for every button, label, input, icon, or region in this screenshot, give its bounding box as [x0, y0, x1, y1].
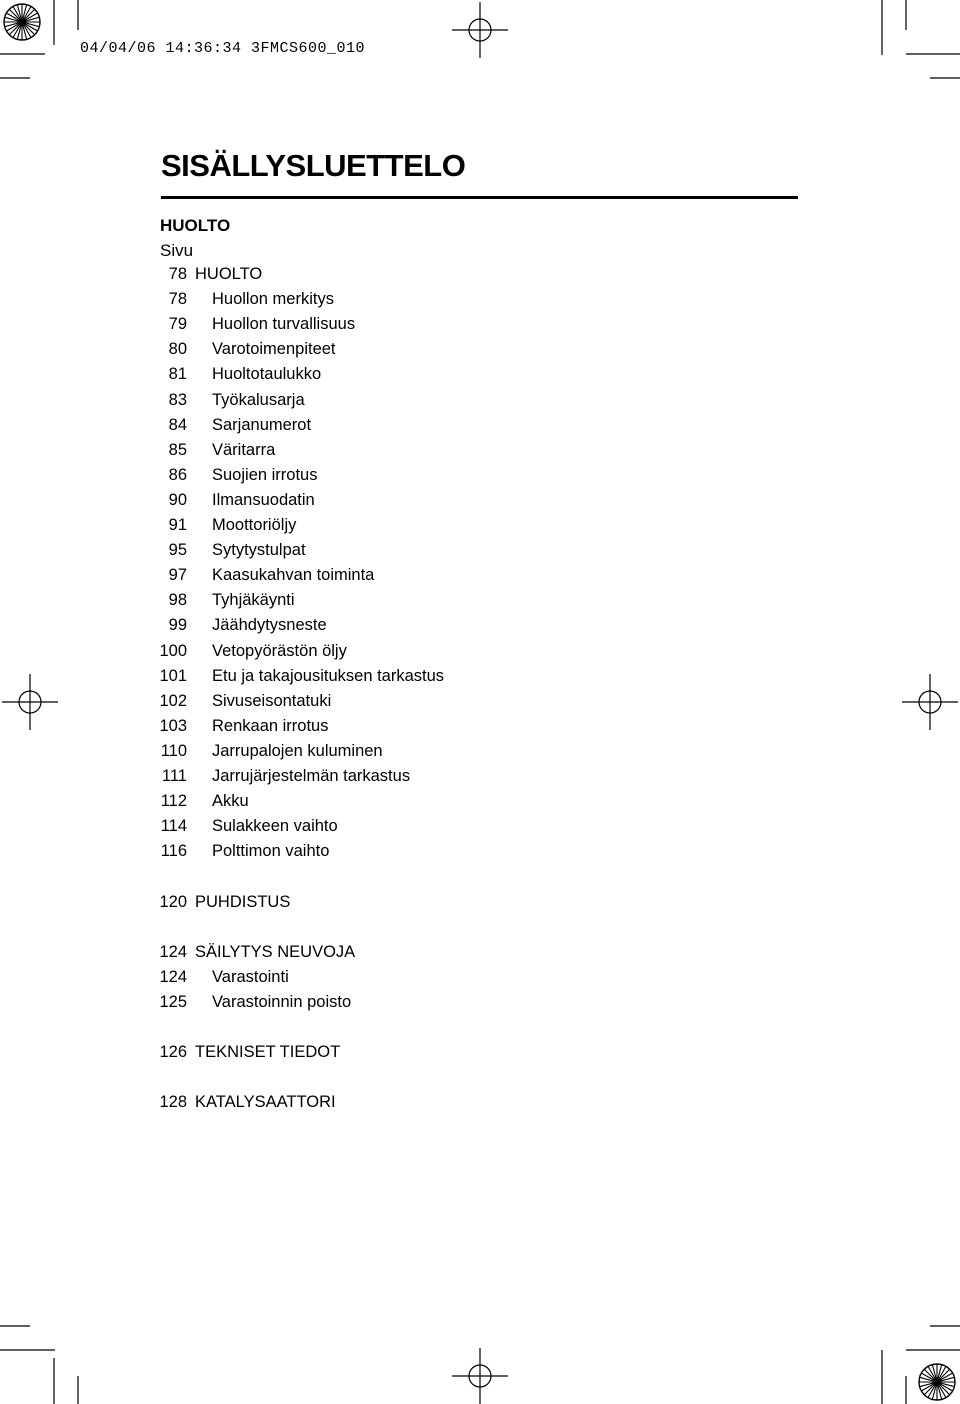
toc-topic-title: Sarjanumerot [212, 415, 312, 434]
toc-page-number: 85 [168, 440, 187, 459]
toc-topic-title: Sytytystulpat [212, 541, 306, 560]
toc-page-number: 100 [159, 641, 187, 660]
toc-entry [0, 717, 960, 742]
toc-page-number: 102 [159, 691, 187, 710]
toc-entry [0, 1043, 960, 1068]
toc-entry [0, 767, 960, 792]
toc-topic-title: Etu ja takajousituksen tarkastus [212, 666, 445, 685]
toc-page-number: 95 [168, 541, 187, 560]
toc-entry [0, 893, 960, 918]
toc-page-number: 90 [168, 490, 187, 509]
toc-topic-title: Huollon merkitys [212, 290, 334, 309]
toc-entry [0, 466, 960, 491]
toc-chapter-title: TEKNISET TIEDOT [195, 1043, 341, 1062]
toc-topic-title: Jarrupalojen kuluminen [212, 741, 383, 760]
toc-topic-title: Ilmansuodatin [212, 490, 315, 509]
toc-topic-title: Kaasukahvan toiminta [212, 566, 375, 585]
toc-entry [0, 742, 960, 767]
toc-topic-title: Tyhjäkäynti [212, 591, 295, 610]
toc-topic-title: Sivuseisontatuki [212, 691, 332, 710]
toc-topic-title: Huollon turvallisuus [212, 315, 356, 334]
section-heading: HUOLTO [160, 216, 231, 235]
toc-page-number: 110 [160, 741, 187, 760]
toc-page-number: 124 [159, 967, 187, 986]
toc-page-number: 78 [168, 265, 187, 283]
toc-page-number: 81 [168, 365, 187, 384]
toc-topic-title: Väritarra [212, 440, 276, 459]
toc-page-number: 124 [159, 942, 187, 961]
toc-page-number: 120 [159, 892, 187, 911]
toc-topic-title: Huoltotaulukko [212, 365, 322, 384]
toc-topic-title: Akku [212, 792, 249, 811]
toc-entry [0, 667, 960, 692]
page-column-label: Sivu [160, 241, 194, 260]
toc-page-number: 84 [168, 415, 187, 434]
toc-page-number: 99 [168, 616, 187, 635]
page-title: SISÄLLYSLUETTELO [161, 148, 466, 183]
toc-page-number: 98 [168, 591, 187, 610]
toc-topic-title: Sulakkeen vaihto [212, 817, 338, 836]
toc-page-number: 91 [168, 516, 187, 534]
toc-topic-title: Polttimon vaihto [212, 842, 330, 861]
toc-entry [0, 968, 960, 993]
toc-page-number: 116 [160, 842, 187, 861]
toc-topic-title: Jarrujärjestelmän tarkastus [212, 767, 411, 785]
toc-page-number: 86 [168, 465, 187, 484]
toc-chapter-title: KATALYSAATTORI [195, 1093, 336, 1112]
toc-page-number: 126 [159, 1043, 187, 1062]
toc-topic-title: Varastoinnin poisto [212, 992, 352, 1011]
toc-entry [0, 491, 960, 516]
toc-page-number: 112 [160, 792, 187, 811]
toc-page-number: 101 [159, 666, 187, 685]
toc-page-number: 79 [168, 315, 187, 334]
toc-topic-title: Renkaan irrotus [212, 716, 329, 735]
toc-page-number: 97 [168, 566, 187, 585]
toc-entry [0, 290, 960, 315]
toc-page-number: 114 [160, 817, 187, 836]
toc-page-number: 125 [159, 992, 187, 1011]
toc-topic-title: Moottoriöljy [212, 516, 297, 534]
toc-chapter-title: HUOLTO [195, 265, 263, 283]
toc-page-number: 103 [159, 716, 187, 735]
toc-topic-title: Varotoimenpiteet [212, 340, 336, 359]
toc-chapter-title: PUHDISTUS [195, 892, 291, 911]
toc-topic-title: Varastointi [212, 967, 289, 986]
toc-topic-title: Suojien irrotus [212, 465, 318, 484]
toc-topic-title: Vetopyörästön öljy [212, 641, 347, 660]
toc-topic-title: Jäähdytysneste [212, 616, 327, 635]
toc-entry [0, 993, 960, 1018]
toc-entry [0, 365, 960, 390]
toc-entry [0, 817, 960, 842]
print-slug: 04/04/06 14:36:34 3FMCS600_010 [80, 40, 366, 57]
toc-entry [0, 391, 960, 416]
toc-entry [0, 416, 960, 441]
toc-entry [0, 591, 960, 616]
toc-entry [0, 516, 960, 541]
toc-page-number: 80 [168, 340, 187, 359]
toc-page-number: 111 [161, 767, 187, 785]
toc-page-number: 128 [159, 1093, 187, 1112]
toc-entry [0, 692, 960, 717]
toc-entry [0, 792, 960, 817]
toc-entry [0, 943, 960, 968]
toc-entry [0, 842, 960, 867]
toc-topic-title: Työkalusarja [212, 390, 305, 409]
toc-chapter-title: SÄILYTYS NEUVOJA [195, 942, 356, 961]
toc-page-number: 78 [168, 290, 187, 309]
toc-entry [0, 541, 960, 566]
toc-entry [0, 642, 960, 667]
toc-entry [0, 566, 960, 591]
toc-entry [0, 340, 960, 365]
toc-entry [0, 265, 960, 290]
toc-entry [0, 441, 960, 466]
toc-page-number: 83 [168, 390, 187, 409]
toc-entry [0, 315, 960, 340]
toc-entry [0, 616, 960, 641]
toc-entry [0, 1093, 960, 1118]
